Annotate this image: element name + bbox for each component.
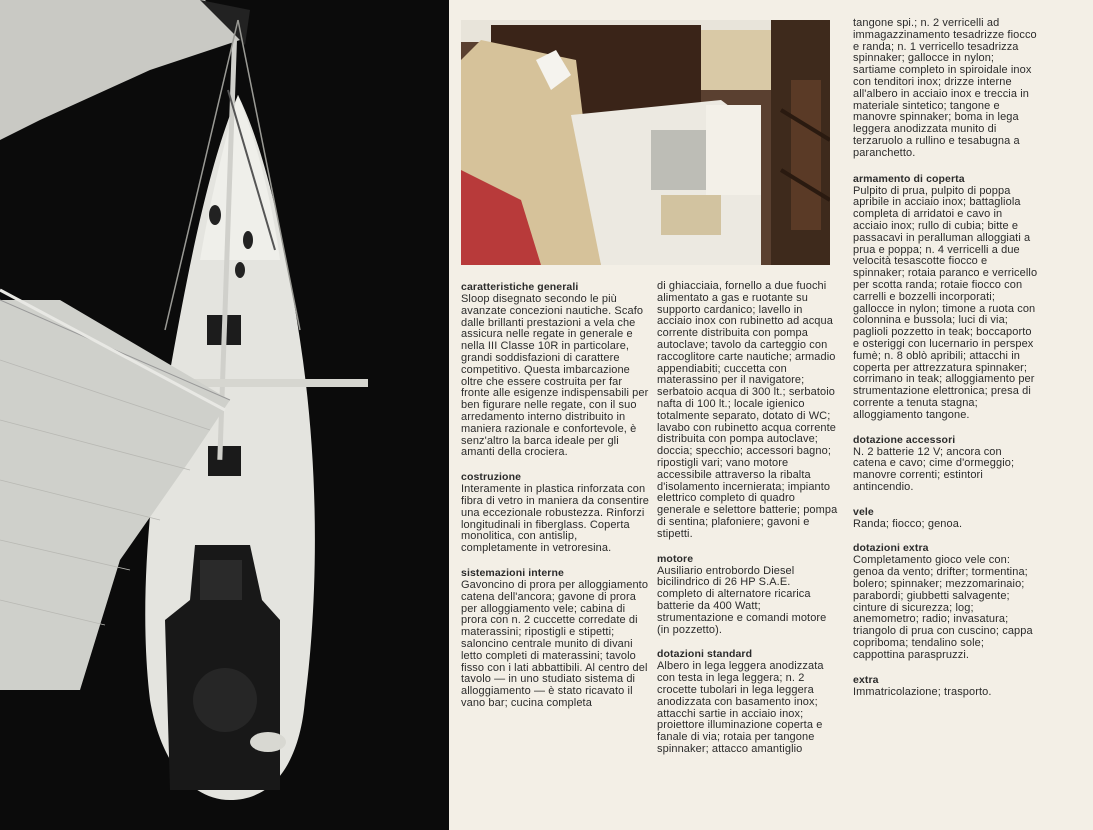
section-title: dotazione accessori xyxy=(853,433,956,446)
section-dotazioni-extra xyxy=(853,542,1038,661)
section-title: armamento di coperta xyxy=(853,172,965,185)
section-sistemazioni xyxy=(461,567,653,710)
section-text: Sloop disegnato secondo le più avanzate concezioni nautiche. Scafo dalle brillanti prestazioni a vela che assicura nelle regate in generale e nella III Classe 10R in particolare, grandi soddisfazioni di carattere competitivo. Questa imbarcazione oltre che essere costruita per far fronte alle esigenze indispensabili per ben figurare nelle regate, con il suo arredamento interno distribuito in maniera razionale e confortevole, è senz'altro la barca ideale per gli amanti della crociera. xyxy=(461,293,649,459)
section-motore xyxy=(657,553,839,637)
text-column-3 xyxy=(853,18,1038,710)
section-armamento xyxy=(853,173,1038,422)
section-text: tangone spi.; n. 2 verricelli ad immagazzinamento tesadrizze fiocco e randa; n. 1 verricello tesadrizza spinnaker; gallocce in nylon; sartiame completo in spiroidale inox con tenditori inox; drizze interne all'albero in acciaio inox e treccia in materiale sintetico; tangone e manovre spinnaker; boma in lega leggera anodizzata munito di terzaruolo a rullino e tesabugna a paranchetto. xyxy=(853,17,1037,159)
cabin-interior-photo xyxy=(461,20,830,265)
section-title: dotazioni standard xyxy=(657,648,753,661)
section-text: Ausiliario entrobordo Diesel bicilindrico di 26 HP S.A.E. completo di alternatore ricarica batterie da 400 Watt; strumentazione e comandi motore (in pozzetto). xyxy=(657,564,827,636)
section-text: Albero in lega leggera anodizzata con testa in lega leggera; n. 2 crocette tubolari in lega leggera anodizzata con basamento inox; attacchi sartie in acciaio inox; proiettore illuminazione coperta e fanale di via; rotaia per tangone spinnaker; attacco amantiglio xyxy=(657,660,824,755)
section-text: Gavoncino di prora per alloggiamento catena dell'ancora; gavone di prora per alloggiamento vele; cabina di prora con n. 2 cuccette corredate di materassini; ripostigli e stipetti; saloncino centrale munito di divani letto completi di materassini; tavolo fisso con i lati abbattibili. Al centro del tavolo — in uno studiato sistema di alloggiamento — è stato ricavato il vano bar; cucina completa xyxy=(461,578,649,709)
sailboat-aerial-photo xyxy=(0,0,449,830)
section-text: Interamente in plastica rinforzata con fibra di vetro in maniera da consentire una eccezionale robustezza. Rinforzi longitudinali in fiberglass. Coperta monolitica, con antislip, completamente in vetroresina. xyxy=(461,483,649,555)
section-title: vele xyxy=(853,505,874,518)
section-caratteristiche xyxy=(461,281,653,459)
section-text: Randa; fiocco; genoa. xyxy=(853,517,963,530)
section-vele xyxy=(853,506,1038,531)
section-title: dotazioni extra xyxy=(853,542,929,555)
section-accessori xyxy=(853,434,1038,494)
text-column-1 xyxy=(461,281,653,722)
section-sistemazioni-cont xyxy=(657,281,839,541)
section-text: di ghiacciaia, fornello a due fuochi alimentato a gas e ruotante su supporto cardanico; lavello in acciaio inox con rubinetto ad acqua corrente distribuita con pompa autoclave; tavolo da carteggio con raccoglitore carte nautiche; armadio appendiabiti; cuccetta con materassino per il navigatore; serbatoio acqua di 300 lt.; serbatoio nafta di 100 lt.; locale igienico totalmente separato, dotato di WC; lavabo con rubinetto acqua corrente distribuita con pompa autoclave; doccia; specchio; accessori bagno; ripostigli vari; vano motore accessibile attraverso la ribalta d'isolamento incernierata; impianto elettrico completo di quadro generale e selettore batterie; pompa di sentina; plafoniere; gavoni e stipetti. xyxy=(657,280,838,540)
section-title: sistemazioni interne xyxy=(461,566,564,579)
section-dotazioni-standard-cont xyxy=(853,18,1038,160)
section-text: N. 2 batterie 12 V; ancora con catena e cavo; cime d'ormeggio; manovre correnti; estintori antincendio. xyxy=(853,445,1015,493)
section-title: extra xyxy=(853,673,879,686)
section-title: motore xyxy=(657,552,694,565)
section-text: Pulpito di prua, pulpito di poppa apribile in acciaio inox; battagliola completa di arridatoi e cavo in acciaio inox; rullo di cubia; bitte e passacavi in peralluman alloggiati a prua e poppa; n. 4 verricelli a due velocità tesascotte fiocco e spinnaker; rotaia paranco e verricello per scotta randa; rotaie fiocco con carrelli e bozzelli incorporati; gallocce in nylon; timone a ruota con colonnina e bussola; luci di via; paglioli pozzetto in teak; boccaporto e osteriggi con lucernario in perspex fumè; n. 8 oblò apribili; attacchi in coperta per attrezzatura spinnaker; corrimano in teak; alloggiamento per strumentazione elettronica; presa di corrente a tenuta stagna; alloggiamento tangone. xyxy=(853,184,1038,421)
section-text: Completamento gioco vele con: genoa da vento; drifter; tormentina; bolero; spinnaker; mezzomarinaio; parabordi; giubbetti salvagente; cinture di sicurezza; log; anemometro; radio; invasatura; triangolo di prua con cuscino; cappa copriboma; tendalino sole; cappottina paraspruzzi. xyxy=(853,554,1033,661)
text-column-2 xyxy=(657,281,839,768)
section-dotazioni-standard xyxy=(657,648,839,755)
section-extra xyxy=(853,674,1038,699)
section-costruzione xyxy=(461,471,653,555)
section-title: costruzione xyxy=(461,471,522,484)
section-title: caratteristiche generali xyxy=(461,281,579,293)
section-text: Immatricolazione; trasporto. xyxy=(853,685,992,698)
